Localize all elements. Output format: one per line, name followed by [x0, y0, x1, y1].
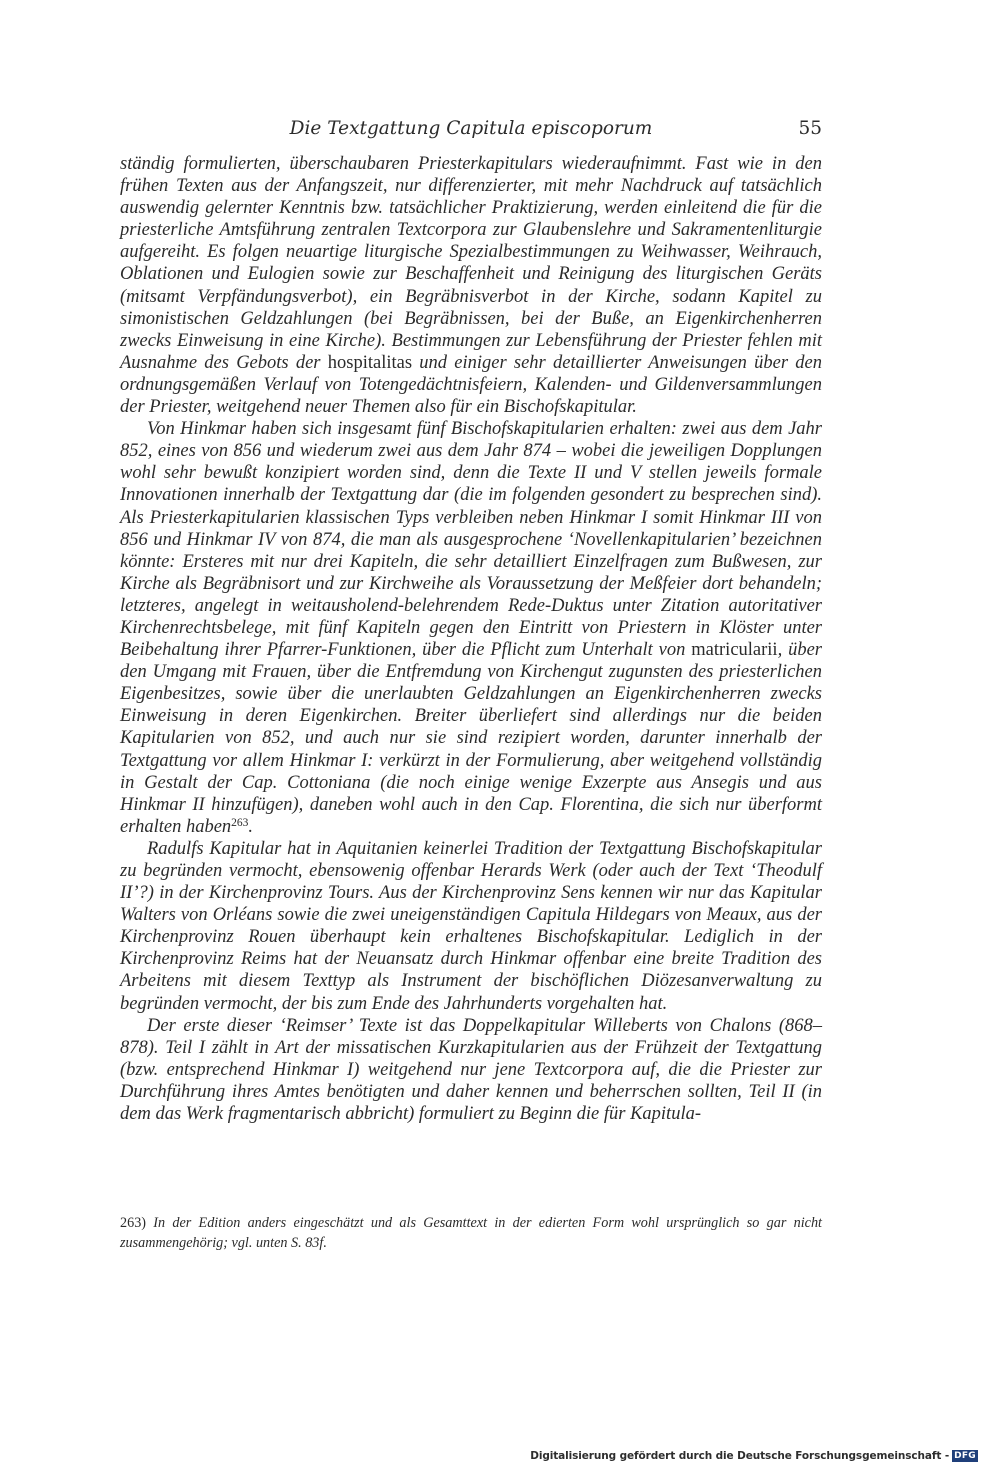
text-segment: Der erste dieser ‘Reimser’ Texte ist das Doppelkapitular Willeberts von Chalons (868–878). Teil I zählt in Art der missatischen Kurzkapitularien aus der Frühzeit der Textgattung (bzw. entsprechend Hinkmar I) weitgehend nur jene Textcorpora auf, die die Priester zur Durchführung ihres Amtes benötigten und daher kennen und beherrschen sollten, Teil II (in dem das Werk fragmentarisch abbricht) formuliert zu Beginn die für Kapitula- [120, 1015, 822, 1125]
text-segment: ständig formulierten, überschaubaren Priesterkapitulars wiederaufnimmt. Fast wie in den frühen Texten aus der Anfangszeit, nur differenzierter, mit mehr Nachdruck auf tatsächlich auswendig gelernter Kenntnis bzw. tatsächlicher Praktizierung, werden einleitend die für die priesterliche Amtsführung zentralen Textcorpora zur Glaubenslehre und Sakramentenliturgie aufgereiht. Es folgen neuartige liturgische Spezialbestimmungen zu Weihwasser, Weihrauch, Oblationen und Eulogien sowie zur Beschaffenheit und Reinigung des liturgischen Geräts (mitsamt Verpfändungsverbot), ein Begräbnisverbot in der Kirche, sodann Kapitel zu simonistischen Geldzahlungen (bei Begräbnissen, bei der Buße, an Eigenkirchenherren zwecks Einweisung in eine Kirche). Bestimmungen zur Lebensführung der Priester fehlen mit Ausnahme des Gebots der [120, 154, 822, 373]
footnote-text: In der Edition anders eingeschätzt und als Gesamttext in der edierten Form wohl ursprünglich so gar nicht zusammengehörig; vgl. unten S. 83f. [120, 1215, 822, 1251]
text-segment: Von Hinkmar haben sich insgesamt fünf Bischofskapitularien erhalten: zwei aus dem Jahr 852, eines von 856 und wiederum zwei aus dem Jahr 874 – wobei die jeweiligen Dopplungen wohl sehr bewußt konzipiert worden sind, denn die Texte II und V stellen jeweils formale Innovationen innerhalb der Textgattung dar (die im folgenden gesondert zu besprechen sind). Als Priesterkapitularien klassischen Typs verbleiben neben Hinkmar I somit Hinkmar III von 856 und Hinkmar IV von 874, die man als ausgesprochene ‘Novellenkapitularien’ bezeichnen könnte: Ersteres mit nur drei Kapiteln, die sehr detailliert Einzelfragen zum Bußwesen, zur Kirche als Begräbnisort und zur Kirchweihe als Voraussetzung der Meßfeier dort behandeln; letzteres, angelegt in weitausholend-belehrendem Rede-Duktus unter Zitation autoritativer Kirchenrechtsbelege, mit fünf Kapiteln gegen den Eintritt von Priestern in Klöster unter Beibehaltung ihrer Pfarrer-Funktionen, über die Pflicht zum Unterhalt von [120, 419, 822, 661]
paragraph [120, 838, 822, 1015]
text-segment: , über den Umgang mit Frauen, über die Entfremdung von Kirchengut zugunsten des priesterlichen Eigenbesitzes, sowie über die unerlaubten Geldzahlungen an Eigenkirchenherren zwecks Einweisung in deren Eigenkirchen. Breiter überliefert sind allerdings nur die beiden Kapitularien von 852, und auch nur sie sind rezipiert worden, darunter innerhalb der Textgattung vor allem Hinkmar I: verkürzt in der Formulierung, aber weitgehend vollständig in Gestalt der Cap. Cottoniana (die noch einige wenige Exzerpte aus Ansegis und aus Hinkmar II hinzufügen), daneben wohl auch in den Cap. Florentina, die sich nur überformt erhalten haben [120, 640, 822, 837]
main-text [120, 153, 822, 1125]
dfg-logo: DFG [954, 1451, 976, 1461]
footnotes [120, 1213, 822, 1253]
footnote-reference: 263 [231, 816, 249, 829]
text-segment: . [248, 816, 254, 837]
footnote [120, 1213, 822, 1253]
paragraph [120, 418, 822, 838]
digitization-credit-text: Digitalisierung gefördert durch die Deutsche Forschungsgemeinschaft - [530, 1450, 950, 1462]
running-head [120, 116, 822, 142]
paragraph [120, 153, 822, 418]
running-title: Die Textgattung Capitula episcoporum [289, 118, 653, 139]
paragraph [120, 1015, 822, 1125]
text-segment: Radulfs Kapitular hat in Aquitanien keinerlei Tradition der Textgattung Bischofskapitular zu begründen vermocht, ebensowenig offenbar Herards Werk (oder auch der Text ‘Theodulf II’?) in der Kirchenprovinz Tours. Aus der Kirchenprovinz Sens kennen wir nur das Kapitular Walters von Orléans sowie die zwei uneigenständigen Capitula Hildegars von Meaux, aus der Kirchenprovinz Rouen überhaupt kein erhaltenes Bischofskapitular. Lediglich in der Kirchenprovinz Reims hat der Neuansatz durch Hinkmar offenbar eine breite Tradition des Arbeitens mit diesem Texttyp als Instrument der bischöflichen Diözesanverwaltung zu begründen vermocht, der bis zum Ende des Jahrhunderts vorgehalten hat. [120, 838, 822, 1014]
page-number: 55 [798, 118, 822, 139]
latin-term: hospitalitas [327, 352, 413, 373]
latin-term: matricularii [691, 640, 778, 661]
digitization-credit [530, 1449, 978, 1463]
text-segment: und einiger sehr detaillierter Anweisungen über den ordnungsgemäßen Verlauf von Totengedächtnisfeiern, Kalenden- und Gildenversammlungen der Priester, weitgehend neuer Themen also für ein Bischofskapitular. [120, 352, 822, 418]
footnote-number: 263) [120, 1215, 147, 1231]
